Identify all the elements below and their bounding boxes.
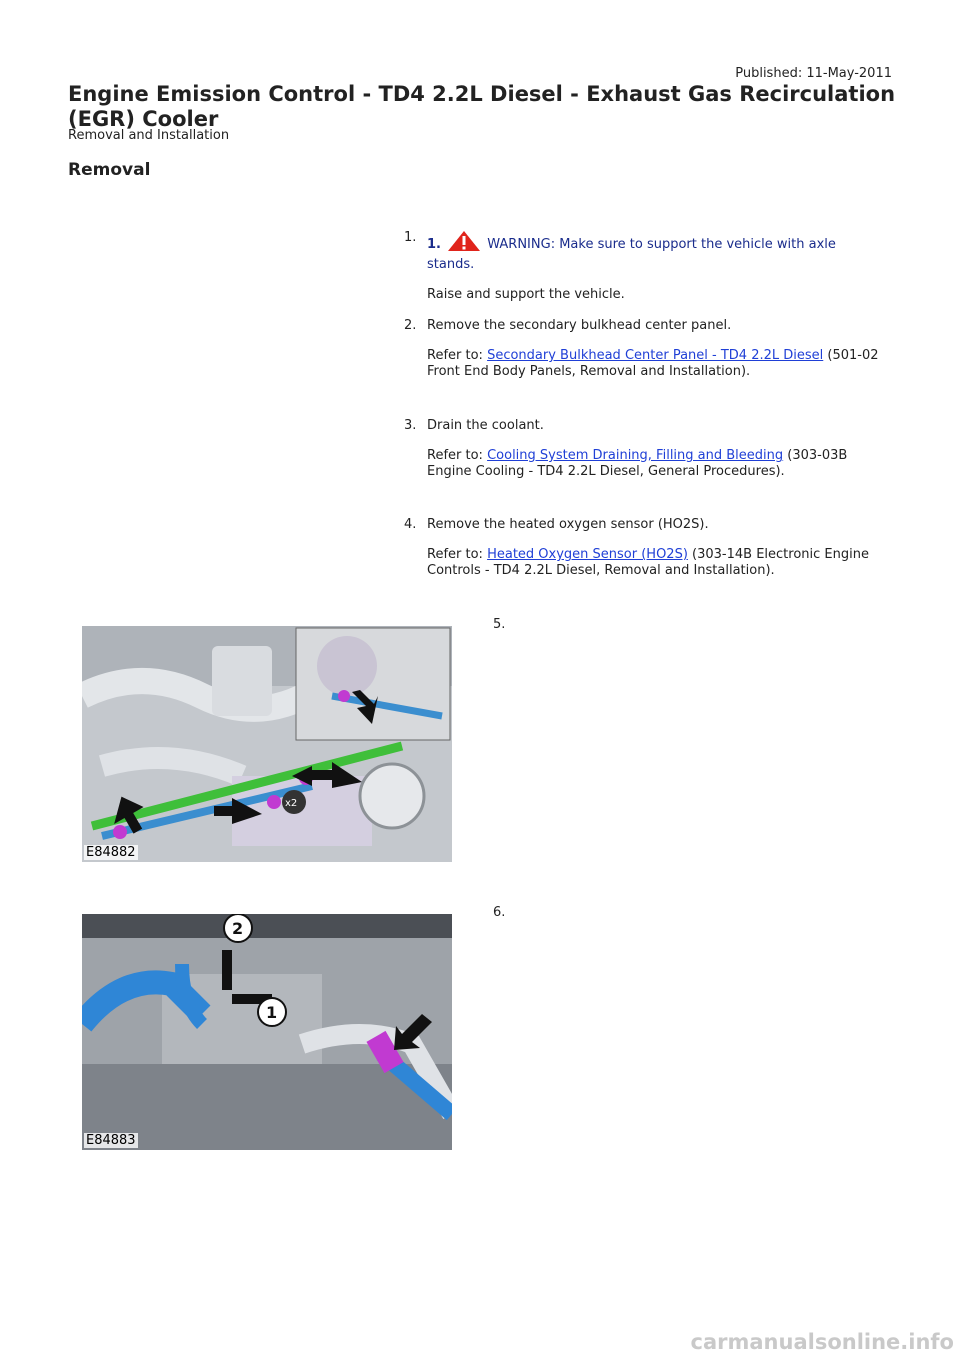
- figure-e84882: [82, 626, 452, 862]
- ref-link-secondary-bulkhead[interactable]: Secondary Bulkhead Center Panel - TD4 2.2L Diesel: [487, 348, 824, 363]
- callout-1: 1: [266, 1003, 278, 1022]
- figure-label: E84882: [86, 845, 136, 860]
- warning-line: [427, 230, 887, 273]
- ref-prefix: Refer to:: [427, 547, 483, 562]
- callout-2: 2: [232, 919, 244, 938]
- step-number: 4.: [404, 517, 417, 532]
- ref-suffix: (303-03B Engine Cooling - TD4 2.2L Diesel, General Procedures).: [427, 448, 848, 479]
- ref-suffix: (303-14B Electronic Engine Controls - TD4 2.2L Diesel, Removal and Installation).: [427, 547, 869, 578]
- ref-suffix: (501-02 Front End Body Panels, Removal and Installation).: [427, 348, 879, 379]
- step-reference: [427, 348, 887, 380]
- step-text: Raise and support the vehicle.: [427, 287, 625, 302]
- engine-illustration: [82, 914, 452, 1150]
- step-text: Remove the secondary bulkhead center panel.: [427, 318, 732, 333]
- engine-illustration: [82, 626, 452, 862]
- figure-step-number: 6.: [493, 905, 506, 920]
- ref-prefix: Refer to:: [427, 348, 483, 363]
- step-reference: [427, 547, 887, 579]
- ref-prefix: Refer to:: [427, 448, 483, 463]
- page-title: Engine Emission Control - TD4 2.2L Diesel - Exhaust Gas Recirculation (EGR) Cooler: [68, 82, 896, 131]
- warning-triangle-icon: [447, 230, 481, 257]
- ref-link-heated-oxygen-sensor[interactable]: Heated Oxygen Sensor (HO2S): [487, 547, 688, 562]
- ref-link-cooling-system[interactable]: Cooling System Draining, Filling and Bleeding: [487, 448, 784, 463]
- section-title: Removal: [68, 160, 151, 180]
- figure-e84883: [82, 914, 452, 1150]
- figure-label: E84883: [86, 1133, 136, 1148]
- step-number: 3.: [404, 418, 417, 433]
- step-text: Drain the coolant.: [427, 418, 544, 433]
- step-text: Remove the heated oxygen sensor (HO2S).: [427, 517, 709, 532]
- published-date: Published: 11-May-2011: [735, 66, 892, 81]
- watermark: carmanualsonline.info: [690, 1330, 954, 1354]
- warning-prefix: 1.: [427, 237, 441, 252]
- step-reference: [427, 448, 887, 480]
- page-subtitle: Removal and Installation: [68, 128, 230, 143]
- step-number: 1.: [404, 230, 417, 245]
- step-number: 2.: [404, 318, 417, 333]
- warning-text: WARNING: Make sure to support the vehicle with axle stands.: [427, 237, 836, 272]
- callout-x2: x2: [285, 798, 298, 809]
- figure-step-number: 5.: [493, 617, 506, 632]
